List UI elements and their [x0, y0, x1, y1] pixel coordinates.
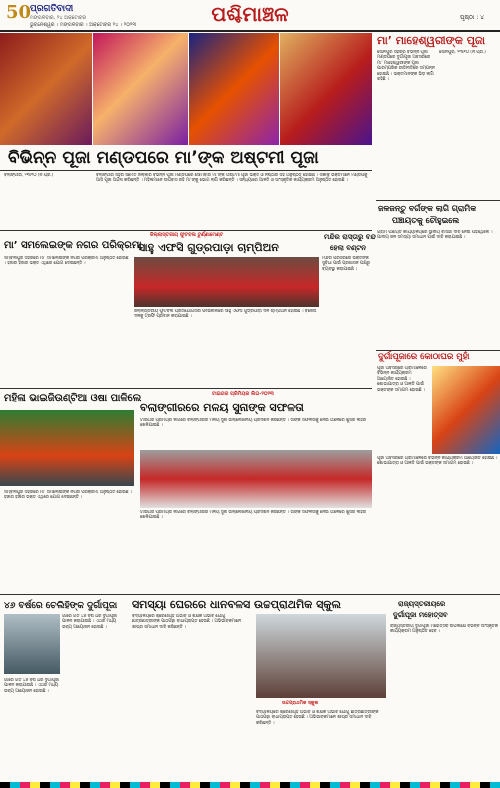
football-team-photo [134, 257, 319, 307]
mid-story1-kicker: ଜିଲ୍ଲାସ୍ତରୀୟ ଫୁଟବଲ ଟୁର୍ଣ୍ଣାମେଣ୍ଟ [150, 232, 224, 238]
right-third-body: ପୂଜା ଅବସରରେ ଗ୍ରାମାଞ୍ଚଳରେ ବିଭିନ୍ନ କାର୍ଯ୍ୟକ୍ରମ ଆୟୋଜିତ ହୋଇଛି । ଶୋଭାଯାତ୍ରା ଓ ଆଳତି ପାଇଁ ଭକ୍ତଙ୍କ ସମାଗମ ହୋଇଛି । [377, 366, 427, 393]
mid-story2-body-cont: ଟାଇଗର ପ୍ରିମିୟର ଲିଗରେ ବଲାଙ୍ଗୀରର ମଳୟ ସୁନା ଉଲ୍ଲେଖନୀୟ ପ୍ରଦର୍ଶନ କରିଛନ୍ତି । ତାଙ୍କ ସଫଳତାକୁ ନେଇ ଅଞ୍ଚଳରେ ଖୁସିର ଲହରି ଖେଳିଯାଇଛି । [140, 510, 366, 521]
left-story1-headline: ମା’ ସମଲେଇଙ୍କ ନଗର ପରିକ୍ରମା [4, 240, 142, 251]
right-story1-headline-1: ମନ୍ଦିର ରାସ୍ତାରୁ ବନ୍ଦ [324, 233, 376, 241]
mid-banner-headline: ମହିଳା ଭାଇଜିଉଣ୍ଟିଆ ଓଷା ପାଳିଲେ [4, 393, 142, 404]
right-top-body: ସୋନପୁର ସହରର ବିଭିନ୍ନ ପୂଜା ମଣ୍ଡପରେ ଦୁର୍ଗାପୂଜା ଅବସରରେ ମା’ ମାହେଶ୍ୱରୀଙ୍କ ପୂଜା ପାରମ୍ପରିକ ରୀତିନୀତିରେ ସମ୍ପନ୍ନ ହୋଇଛି । ଭକ୍ତମାନଙ୍କ ଭିଡ଼ ଲାଗି ରହିଛି । [377, 50, 435, 83]
durga-idol-photo [280, 33, 372, 145]
top-story-body: ବଲାଙ୍ଗୀର ସହର ସମେତ ଜିଲ୍ଲାର ବିଭିନ୍ନ ପୂଜା ମଣ୍ଡପରେ ସୋମବାର ମା’ଙ୍କ ଅଷ୍ଟମୀ ପୂଜା ଭକ୍ତି ଓ ନିଷ୍ଠାର ସହ ଅନୁଷ୍ଠିତ ହୋଇଛି । ସକାଳୁ ଭକ୍ତମାନେ ମଣ୍ଡପକୁ ଆସି ପୂଜା ଅର୍ଚ୍ଚନା କରିଛନ୍ତି । ମହିଳାମାନେ ଉପବାସ ରହି ମା’ଙ୍କୁ ଭୋଗ ଲାଗି କରିଛନ୍ତି । ସନ୍ଧ୍ୟାରେ ଆଳତି ଓ ସାଂସ୍କୃତିକ କାର୍ଯ୍ୟକ୍ରମ ଅନୁଷ୍ଠିତ ହୋଇଛି । [96, 173, 368, 184]
divider [0, 170, 372, 171]
mid-banner-body: ସମ୍ବଲପୁର ସହରରେ ମା’ ସମଲେଇଙ୍କ ନଗର ପରିକ୍ରମା ଅନୁଷ୍ଠିତ ହୋଇଛି । ହଜାର ହଜାର ଭକ୍ତ ଏଥିରେ ଯୋଗ ଦେଇଛନ୍ତି । [4, 490, 132, 501]
durga-idol-photo [189, 33, 279, 145]
top-story-headline: ବିଭିନ୍ନ ପୂଜା ମଣ୍ଡପରେ ମା’ଙ୍କ ଅଷ୍ଟମୀ ପୂଜା [8, 148, 319, 168]
durga-idol-photo [4, 614, 60, 674]
mid-story2-headline: ବଲାଙ୍ଗୀରରେ ମଳୟ ସୁନାଙ୍କ ସଫଳତା [140, 401, 304, 414]
divider [0, 594, 500, 595]
anniversary-logo: 50 [6, 2, 32, 23]
durga-idol-photo [432, 366, 500, 454]
bottom-left-body-cont: ଗାଁରେ ଗତ ୪୬ ବର୍ଷ ଧରି ଦୁର୍ଗାପୂଜା ପାଳନ କରାଯାଉଛି । ଏଥର ମଧ୍ୟ ଭବ୍ୟ ଆୟୋଜନ ହୋଇଛି । [4, 678, 60, 694]
women-ritual-photo [0, 410, 134, 486]
bottom-right-headline-1: ରାଜ୍ୟସ୍ତରୀୟରେ [398, 600, 446, 608]
page-number: ପୃଷ୍ଠା : ୪ [460, 14, 484, 21]
felicitation-photo [140, 450, 372, 508]
durga-idol-photo [93, 33, 188, 145]
durga-idol-photo [0, 33, 92, 145]
right-story1-headline-2: ହେଲା ବଣ୍ଟନ [330, 244, 366, 252]
masthead [0, 0, 500, 32]
bottom-left-body: ଗାଁରେ ଗତ ୪୬ ବର୍ଷ ଧରି ଦୁର୍ଗାପୂଜା ପାଳନ କରାଯାଉଛି । ଏଥର ମଧ୍ୟ ଭବ୍ୟ ଆୟୋଜନ ହୋଇଛି । [62, 614, 118, 630]
school-building-photo [256, 614, 386, 698]
right-third-headline: ଦୁର୍ଗାପୂଜାରେ କୋଠାଘର ମୁହାଁ [378, 352, 470, 362]
right-mid-headline-1: ଜଳଜନ୍ତୁ ବର୍ଗଙ୍କ ଲାଗି ଗ୍ରାମିକ [378, 204, 477, 213]
divider [0, 230, 372, 231]
bottom-mid-headline: ସମସ୍ୟା ଘେରରେ ଧାନବଳସ ଉଚ୍ଚପ୍ରାଥମିକ ସ୍କୁଲ [132, 598, 342, 611]
section-title: ପଶ୍ଚିମାଞ୍ଚଳ [211, 2, 289, 26]
bottom-right-body: ରାଜ୍ୟସ୍ତରୀୟ ଦୁର୍ଗାପୂଜା ମହୋତ୍ସବ ଉପଲକ୍ଷେ ବିଭିନ୍ନ ସାଂସ୍କୃତିକ କାର୍ଯ୍ୟକ୍ରମ ଅନୁଷ୍ଠିତ ହେବ । [390, 624, 498, 635]
right-lower-body: ପୂଜା ଅବସରରେ ଗ୍ରାମାଞ୍ଚଳରେ ବିଭିନ୍ନ କାର୍ଯ୍ୟକ୍ରମ ଆୟୋଜିତ ହୋଇଛି । ଶୋଭାଯାତ୍ରା ଓ ଆଳତି ପାଇଁ ଭକ୍ତଙ୍କ ସମାଗମ ହୋଇଛି । [377, 456, 498, 467]
bottom-left-headline: ୪୬ ବର୍ଷରେ ଚେଲିହିଙ୍କ ଦୁର୍ଗାପୂଜା [4, 601, 118, 611]
mid-story1-body: ଜିଲ୍ଲାସ୍ତରୀୟ ଫୁଟବଲ ପ୍ରତିଯୋଗିତାର ଫାଇନାଲରେ ସାହୁ ଏଫସି ଗୁଡ୍ରପାଡ଼ା ଦଳ ଚାମ୍ପିଅନ ହୋଇଛି । ବିଜେତା ଦଳକୁ ଟ୍ରଫି ପ୍ରଦାନ କରାଯାଇଛି । [134, 309, 317, 320]
right-mid-headline-2: ପଞ୍ଚାୟତକୁ ଚୌହୁଇଲେ [392, 216, 460, 225]
right-story1-body: ମନ୍ଦିର ପରିସରରେ ଭକ୍ତଙ୍କ ସୁବିଧା ପାଇଁ ପ୍ରଶାସନ ପକ୍ଷରୁ ବ୍ୟବସ୍ଥା କରାଯାଇଛି । [322, 256, 370, 272]
divider [376, 350, 500, 351]
mid-story2-body: ଟାଇଗର ପ୍ରିମିୟର ଲିଗରେ ବଲାଙ୍ଗୀରର ମଳୟ ସୁନା ଉଲ୍ଲେଖନୀୟ ପ୍ରଦର୍ଶନ କରିଛନ୍ତି । ତାଙ୍କ ସଫଳତାକୁ ନେଇ ଅଞ୍ଚଳରେ ଖୁସିର ଲହରି ଖେଳିଯାଇଛି । [140, 418, 366, 429]
top-story-dateline: ବଲାଙ୍ଗୀର, ୨୩ା୧୦ (ନି.ପ୍ର.) [4, 173, 54, 178]
bottom-mid-body-cont: ବିଦ୍ୟାଳୟରେ ଶ୍ରେଣୀଗୃହ ଅଭାବ ଓ ଶିକ୍ଷକ ଅଭାବ ଯୋଗୁଁ ଛାତ୍ରଛାତ୍ରୀଙ୍କ ପାଠପଢ଼ା ବାଧାପ୍ରାପ୍ତ ହେଉଛି । ଅଭିଭାବକମାନେ ଶୀଘ୍ର ସମାଧାନ ଦାବି କରିଛନ୍ତି । [256, 710, 379, 726]
divider [0, 388, 372, 389]
school-photo-caption: ଉଚ୍ଚପ୍ରାଥମିକ ସ୍କୁଲ [282, 701, 319, 706]
mid-story2-kicker: ଟାଇଗର ପ୍ରିମିୟର ଲିଗ-୨୦୨୩ [212, 391, 274, 397]
right-mid-body: ଗ୍ରାମ ପଞ୍ଚାୟତ କାର୍ଯ୍ୟାଳୟରେ ସ୍ଥାନୀୟ ବାସିନ୍ଦା ଦାବି ନେଇ ପହଞ୍ଚିଥିଲେ । ପାନୀୟ ଜଳ ସମସ୍ୟା ସମାଧାନ ପାଇଁ ଦାବି କରାଯାଇଛି । [377, 230, 493, 241]
paper-name: ପ୍ରଗତିବାଦୀ [30, 4, 74, 14]
color-registration-strip [0, 782, 500, 788]
bottom-mid-body: ବିଦ୍ୟାଳୟରେ ଶ୍ରେଣୀଗୃହ ଅଭାବ ଓ ଶିକ୍ଷକ ଅଭାବ ଯୋଗୁଁ ଛାତ୍ରଛାତ୍ରୀଙ୍କ ପାଠପଢ଼ା ବାଧାପ୍ରାପ୍ତ ହେଉଛି । ଅଭିଭାବକମାନେ ଶୀଘ୍ର ସମାଧାନ ଦାବି କରିଛନ୍ତି । [132, 614, 241, 630]
mid-story1-headline: ସାହୁ ଏଫସି ଗୁଡ୍ରପାଡ଼ା ଚାମ୍ପିଅନ [138, 241, 279, 254]
right-top-body-cont: ସୋନପୁର, ୨୩ା୧୦ (ନି.ପ୍ର.) [439, 50, 486, 55]
masthead-sub: ମଙ୍ଗଳବାର, ୨୪ ଅକ୍ଟୋବର [30, 15, 87, 21]
bottom-right-headline-2: ଦୁର୍ଗାପୂଜା ମହୋତ୍ସବ [393, 611, 448, 619]
left-story1-body: ସମ୍ବଲପୁର ସହରରେ ମା’ ସମଲେଇଙ୍କ ନଗର ପରିକ୍ରମା ଅନୁଷ୍ଠିତ ହୋଇଛି । ହଜାର ହଜାର ଭକ୍ତ ଏଥିରେ ଯୋଗ ଦେଇଛନ୍ତି । [4, 256, 129, 267]
dateline: ଭୁବନେଶ୍ୱର । ମଙ୍ଗଳବାର । ଅକ୍ଟୋବର ୨୪ । ୨୦୨୩ [30, 22, 137, 28]
divider [376, 200, 500, 201]
right-top-headline: ମା’ ମାହେଶ୍ୱରୀଙ୍କ ପୂଜା [377, 34, 486, 47]
